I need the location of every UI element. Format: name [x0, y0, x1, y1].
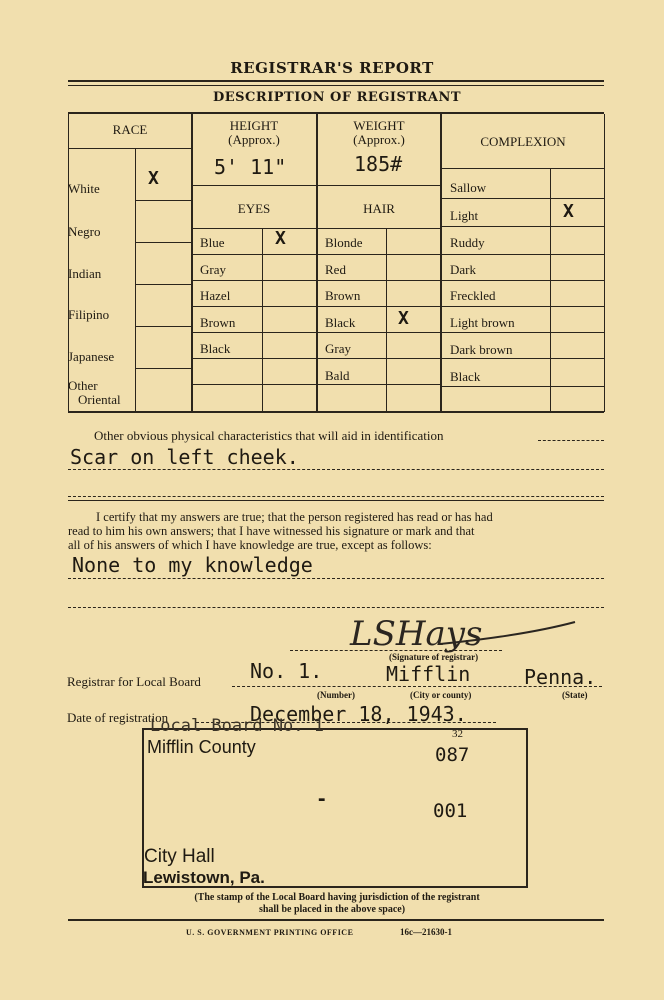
stamp-board-line: Local Board No. 1: [150, 716, 324, 736]
stamp-code-1: 087: [435, 744, 470, 766]
hair-brown: Brown: [325, 288, 361, 303]
board-state: Penna.: [524, 665, 597, 689]
weight-value: 185#: [354, 152, 403, 176]
height-header: [192, 119, 316, 147]
stamp-code-2: 001: [433, 800, 468, 822]
physical-label-leader: [538, 440, 604, 441]
complexion-freckled: Freckled: [450, 288, 496, 303]
form-number: 16c—21630-1: [400, 927, 452, 937]
race-filipino: Filipino: [68, 307, 110, 322]
physical-line-2: [68, 496, 604, 497]
stamp-code-top: 32: [452, 728, 463, 740]
complexion-header: COMPLEXION: [480, 134, 566, 149]
complexion-ruddy: Ruddy: [450, 235, 485, 250]
complexion-light: Light: [450, 208, 479, 223]
weight-label: WEIGHT: [353, 118, 405, 133]
eyes-gray: Gray: [200, 262, 226, 277]
date-value: December 18, 1943.: [250, 702, 467, 726]
race-indian: Indian: [68, 266, 102, 281]
signature-caption: (Signature of registrar): [389, 652, 479, 662]
complexion-dark-brown: Dark brown: [450, 342, 513, 357]
certification-text: [68, 510, 608, 552]
physical-line-1: [68, 469, 604, 470]
title-rule-2: [68, 85, 604, 86]
board-number-caption: (Number): [317, 690, 355, 700]
race-oriental: Oriental: [78, 392, 121, 407]
height-approx: (Approx.): [228, 132, 280, 147]
local-board-label: Registrar for Local Board: [67, 674, 201, 689]
date-label: Date of registration: [67, 710, 169, 725]
height-value: 5' 11": [214, 155, 287, 179]
physical-characteristics-label: Other obvious physical characteristics that will aid in identification: [94, 428, 444, 443]
race-header: RACE: [112, 122, 148, 137]
complexion-black: Black: [450, 369, 481, 384]
height-label: HEIGHT: [229, 118, 279, 133]
complexion-light-brown: Light brown: [450, 315, 515, 330]
eyes-hazel: Hazel: [200, 288, 231, 303]
hair-bald: Bald: [325, 368, 350, 383]
hair-black: Black: [325, 315, 356, 330]
hair-red: Red: [325, 262, 346, 277]
certification-line-2: read to him his own answers; that I have witnessed his signature or mark and that: [68, 524, 475, 538]
physical-characteristics-value: Scar on left cheek.: [70, 445, 299, 469]
eyes-mark: X: [275, 228, 286, 249]
eyes-blue: Blue: [200, 235, 225, 250]
board-number: No. 1.: [250, 659, 323, 683]
stamp-town: Lewistown, Pa.: [143, 868, 265, 887]
hair-mark: X: [398, 308, 409, 329]
board-state-caption: (State): [562, 690, 588, 700]
eyes-header: EYES: [237, 201, 271, 216]
race-japanese: Japanese: [68, 349, 115, 364]
board-city: Mifflin: [386, 662, 471, 686]
report-title: REGISTRAR'S REPORT: [230, 59, 434, 77]
board-city-caption: (City or county): [410, 690, 472, 700]
stamp-note-line-1: (The stamp of the Local Board having jurisdiction of the registrant: [194, 892, 480, 903]
stamp-note-line-2: shall be placed in the above space): [258, 904, 406, 915]
printer-imprint: U. S. GOVERNMENT PRINTING OFFICE: [186, 928, 354, 937]
title-rule-1: [68, 80, 604, 82]
weight-header: [317, 119, 441, 147]
footer-rule: [68, 919, 604, 921]
hair-blonde: Blonde: [325, 235, 363, 250]
race-mark: X: [148, 168, 159, 189]
complexion-sallow: Sallow: [450, 180, 487, 195]
signature-text: LSHays: [350, 614, 483, 654]
race-negro: Negro: [68, 224, 101, 239]
stamp-city-hall: City Hall: [144, 846, 215, 867]
complexion-dark: Dark: [450, 262, 476, 277]
registrar-signature: [330, 600, 590, 660]
weight-approx: (Approx.): [353, 132, 405, 147]
exceptions-value: None to my knowledge: [72, 553, 313, 577]
subtitle-rule: [68, 112, 604, 114]
eyes-black: Black: [200, 341, 231, 356]
description-subtitle: DESCRIPTION OF REGISTRANT: [212, 90, 462, 105]
physical-rule: [68, 500, 604, 501]
hair-header: HAIR: [363, 201, 395, 216]
certification-line-3: all of his answers of which I have knowledge are true, except as follows:: [68, 538, 432, 552]
signature-line: [290, 650, 502, 651]
race-white: White: [68, 181, 100, 196]
race-other: Other: [68, 378, 98, 393]
hair-gray: Gray: [325, 341, 351, 356]
certification-line-1: I certify that my answers are true; that the person registered has read or has had: [96, 510, 493, 524]
stamp-county: Mifflin County: [147, 737, 256, 757]
complexion-mark: X: [563, 201, 574, 222]
stamp-dash: -: [316, 788, 328, 810]
eyes-brown: Brown: [200, 315, 236, 330]
exceptions-line-1: [68, 578, 604, 579]
